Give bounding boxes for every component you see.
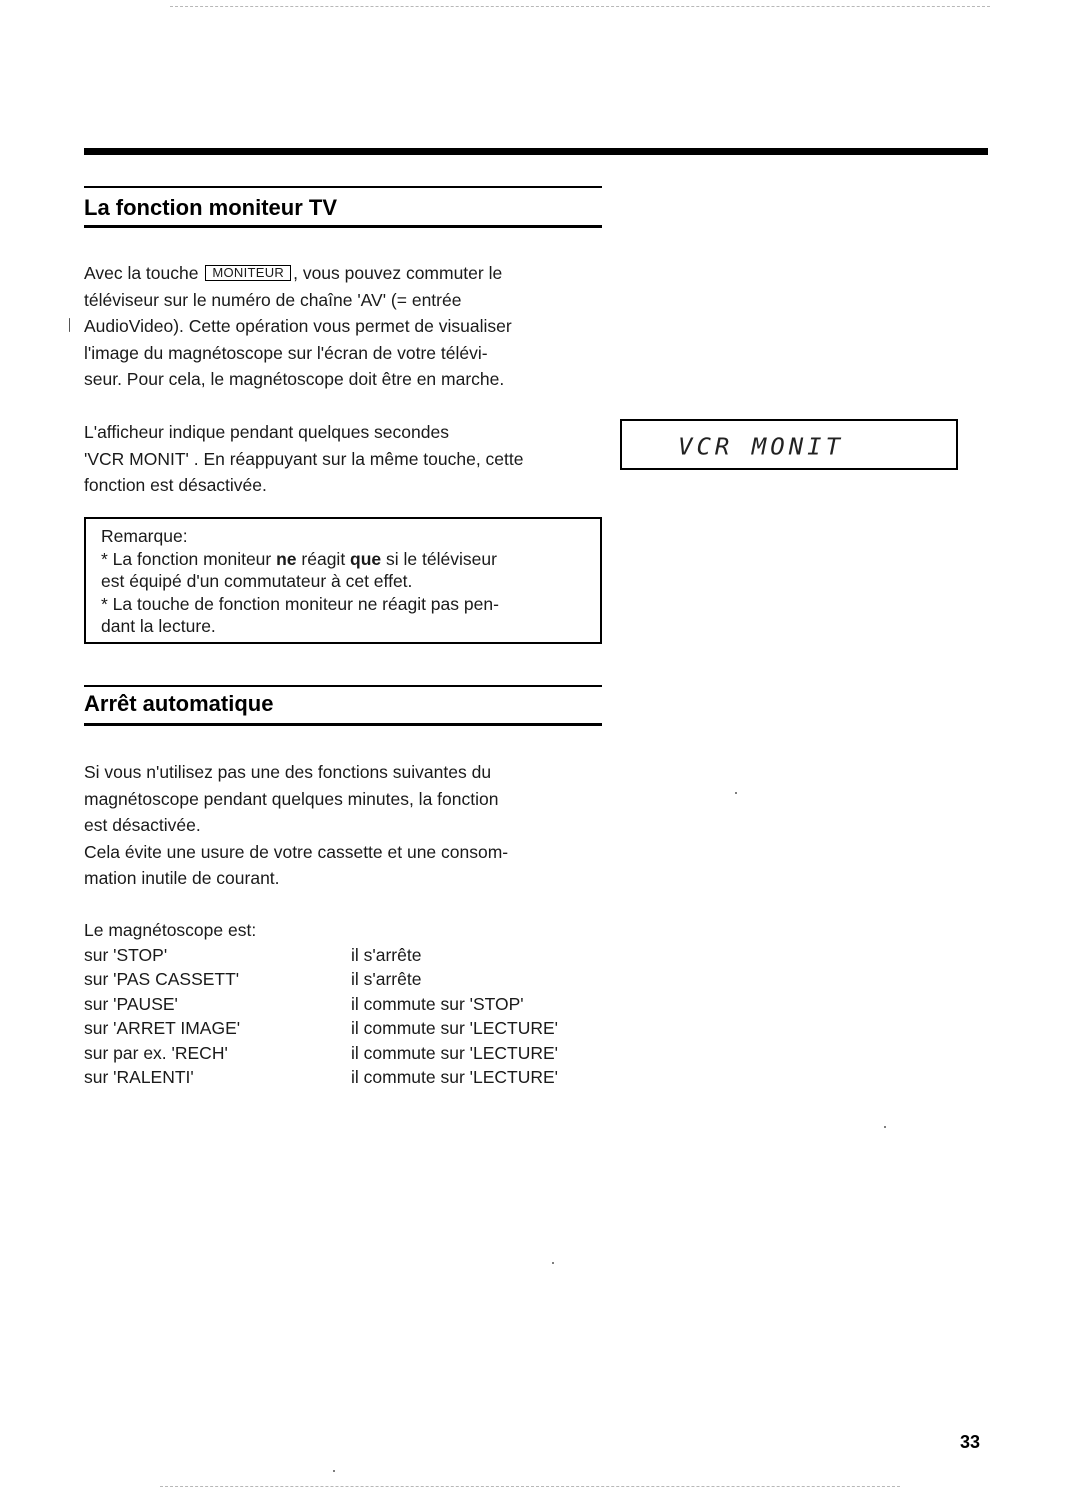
vcr-display-text: VCR MONIT: [678, 433, 845, 461]
table-state: sur par ex. 'RECH': [84, 1042, 228, 1063]
para1-intro-text: Avec la touche: [84, 263, 199, 283]
section2-line: est désactivée.: [84, 815, 201, 835]
note-emphasis: ne: [276, 548, 297, 569]
table-action: il commute sur 'LECTURE': [351, 1042, 559, 1063]
section1-title: La fonction moniteur TV: [84, 195, 337, 220]
section2-title: Arrêt automatique: [84, 691, 274, 716]
page-number: 33: [960, 1432, 981, 1452]
table-action: il s'arrête: [351, 944, 422, 965]
note-text: si le téléviseur: [381, 548, 497, 569]
para1-line: , vous pouvez commuter le: [293, 263, 503, 283]
para1-line: téléviseur sur le numéro de chaîne 'AV' (= entrée: [84, 289, 462, 310]
vcr-display-panel: [620, 419, 958, 470]
para1-line: AudioVideo). Cette opération vous permet de visualiser: [84, 316, 512, 336]
table-state: sur 'RALENTI': [84, 1067, 194, 1087]
scan-speck: [69, 318, 70, 332]
scan-speck: [333, 1470, 335, 1472]
section1-rule-top: [84, 186, 602, 188]
section2-line: Cela évite une usure de votre cassette et une consom-: [84, 841, 509, 862]
note-box: [84, 517, 602, 644]
top-rule: [84, 148, 988, 155]
moniteur-key: MONITEUR: [205, 265, 291, 281]
section2-line: magnétoscope pendant quelques minutes, la fonction: [84, 788, 499, 809]
section2-rule-bottom: [84, 723, 602, 726]
table-state: sur 'STOP': [84, 944, 168, 965]
scan-artifact-top: [170, 6, 990, 9]
note-text: * La fonction moniteur: [101, 548, 277, 569]
section2-line: mation inutile de courant.: [84, 868, 280, 888]
note-line: * La touche de fonction moniteur ne réagit pas pen-: [101, 593, 499, 614]
note-heading: Remarque:: [101, 526, 188, 546]
para1-line: l'image du magnétoscope sur l'écran de votre télévi-: [84, 342, 488, 363]
table-state: sur 'ARRET IMAGE': [84, 1018, 241, 1038]
note-line: est équipé d'un commutateur à cet effet.: [101, 571, 413, 591]
note-line: [101, 548, 600, 571]
table-state: sur 'PAS CASSETT': [84, 969, 240, 989]
table-action: il commute sur 'LECTURE': [351, 1067, 559, 1087]
scan-speck: [735, 792, 737, 794]
section2-line: Si vous n'utilisez pas une des fonctions suivantes du: [84, 762, 492, 782]
section2-rule-top: [84, 685, 602, 687]
table-action: il commute sur 'LECTURE': [351, 1018, 559, 1038]
section1-paragraph1: [84, 260, 604, 393]
section1-rule-bottom: [84, 225, 602, 228]
section2-paragraph: [84, 759, 604, 892]
table-state: sur 'PAUSE': [84, 993, 178, 1014]
scan-speck: [884, 1126, 886, 1128]
table-action: il s'arrête: [351, 969, 422, 989]
note-emphasis: que: [350, 548, 382, 569]
para2-line: 'VCR MONIT' . En réappuyant sur la même touche, cette: [84, 448, 524, 469]
scan-artifact-bottom: [160, 1486, 900, 1489]
table-action: il commute sur 'STOP': [351, 993, 524, 1014]
note-text: réagit: [296, 548, 351, 569]
para2-line: L'afficheur indique pendant quelques secondes: [84, 422, 449, 442]
section1-paragraph2: [84, 419, 604, 499]
note-line: dant la lecture.: [101, 616, 216, 636]
para2-line: fonction est désactivée.: [84, 475, 267, 495]
table-header: Le magnétoscope est:: [84, 920, 257, 940]
scan-speck: [552, 1262, 554, 1264]
para1-line: seur. Pour cela, le magnétoscope doit être en marche.: [84, 369, 505, 389]
